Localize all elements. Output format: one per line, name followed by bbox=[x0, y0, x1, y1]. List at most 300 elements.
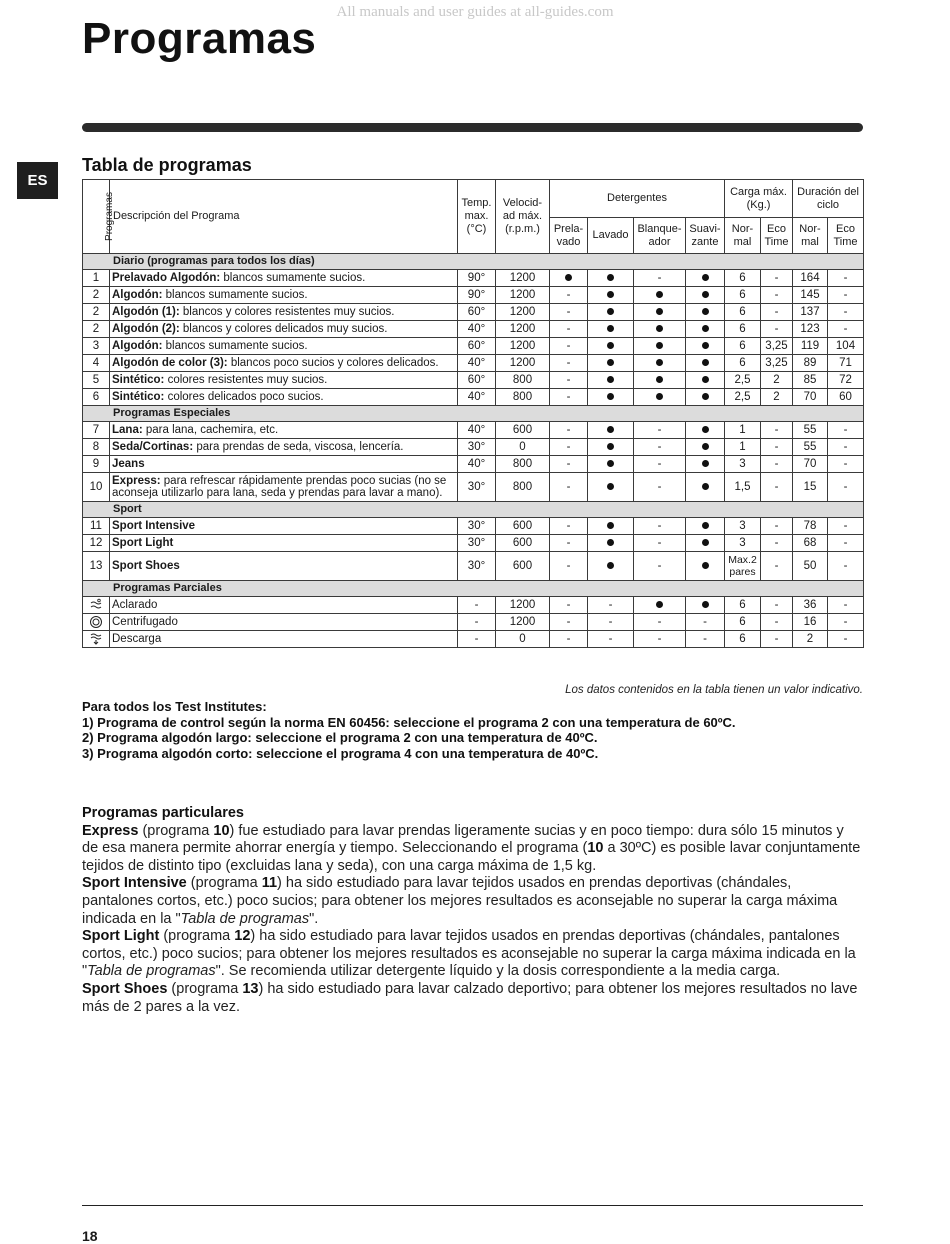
wash-cell bbox=[588, 389, 634, 406]
speed-cell: 1200 bbox=[496, 355, 550, 372]
sport-shoes-paragraph: Sport Shoes (programa 13) ha sido estudiado para lavar calzado deportivo; para obtener los mejores resultados no lave más de 2 pares a la vez. bbox=[82, 980, 858, 1015]
load-normal-cell: 1 bbox=[725, 422, 761, 439]
prewash-cell: - bbox=[550, 355, 588, 372]
program-number: 3 bbox=[83, 338, 110, 355]
program-name: Sport Light bbox=[112, 536, 174, 549]
wash-cell bbox=[588, 456, 634, 473]
program-name: Algodón (2): bbox=[112, 322, 180, 335]
test-institutes-line: 1) Programa de control según la norma EN 60456: seleccione el programa 2 con una temperatura de 60ºC. bbox=[82, 714, 736, 730]
temp-cell: 30° bbox=[458, 473, 496, 502]
page-title: Programas bbox=[82, 14, 317, 63]
table-row bbox=[83, 270, 864, 287]
duration-eco-cell: - bbox=[828, 287, 864, 304]
prewash-cell: - bbox=[550, 422, 588, 439]
spin-icon bbox=[83, 614, 110, 631]
table-row bbox=[83, 614, 864, 631]
temp-cell: 90° bbox=[458, 270, 496, 287]
wash-cell bbox=[588, 439, 634, 456]
program-number: 1 bbox=[83, 270, 110, 287]
load-eco-cell: 3,25 bbox=[761, 355, 793, 372]
program-detail: Aclarado bbox=[112, 598, 158, 611]
temp-cell: 60° bbox=[458, 372, 496, 389]
bullet-icon bbox=[607, 376, 614, 383]
load-normal-col-header: Nor-mal bbox=[725, 218, 761, 254]
program-description bbox=[110, 473, 458, 502]
duration-normal-cell: 123 bbox=[793, 321, 828, 338]
temp-col-header: Temp. max. (°C) bbox=[458, 180, 496, 254]
program-description bbox=[110, 597, 458, 614]
duration-group-header: Duración del ciclo bbox=[793, 180, 864, 218]
bleach-cell: - bbox=[634, 614, 686, 631]
bullet-icon bbox=[607, 443, 614, 450]
load-eco-cell: - bbox=[761, 535, 793, 552]
program-description bbox=[110, 614, 458, 631]
group-row bbox=[83, 406, 864, 422]
bullet-icon bbox=[702, 562, 709, 569]
bleach-cell: - bbox=[634, 422, 686, 439]
load-eco-cell: - bbox=[761, 614, 793, 631]
table-row bbox=[83, 372, 864, 389]
prewash-cell: - bbox=[550, 439, 588, 456]
load-eco-cell: - bbox=[761, 597, 793, 614]
bullet-icon bbox=[607, 325, 614, 332]
duration-normal-cell: 50 bbox=[793, 552, 828, 581]
program-detail: para lana, cachemira, etc. bbox=[142, 423, 279, 436]
programs-col-header: Programas bbox=[83, 180, 110, 254]
prewash-cell: - bbox=[550, 614, 588, 631]
temp-cell: 30° bbox=[458, 518, 496, 535]
group-label: Programas Parciales bbox=[83, 581, 864, 597]
speed-cell: 600 bbox=[496, 552, 550, 581]
table-row bbox=[83, 631, 864, 648]
wash-cell bbox=[588, 535, 634, 552]
bullet-icon bbox=[702, 443, 709, 450]
bullet-icon bbox=[702, 359, 709, 366]
softener-cell bbox=[686, 552, 725, 581]
duration-eco-cell: 60 bbox=[828, 389, 864, 406]
duration-normal-cell: 145 bbox=[793, 287, 828, 304]
wash-cell: - bbox=[588, 597, 634, 614]
prewash-cell: - bbox=[550, 597, 588, 614]
program-description bbox=[110, 321, 458, 338]
program-description bbox=[110, 535, 458, 552]
table-row bbox=[83, 321, 864, 338]
load-eco-cell: 2 bbox=[761, 389, 793, 406]
speed-cell: 600 bbox=[496, 518, 550, 535]
bullet-icon bbox=[702, 274, 709, 281]
program-detail: blancos sumamente sucios. bbox=[220, 271, 366, 284]
load-eco-col-header: Eco Time bbox=[761, 218, 793, 254]
duration-eco-cell: - bbox=[828, 270, 864, 287]
bleach-cell bbox=[634, 321, 686, 338]
load-normal-cell: 6 bbox=[725, 355, 761, 372]
prewash-cell: - bbox=[550, 304, 588, 321]
duration-normal-cell: 89 bbox=[793, 355, 828, 372]
bleach-cell bbox=[634, 304, 686, 321]
program-number: 10 bbox=[83, 473, 110, 502]
table-row bbox=[83, 473, 864, 502]
duration-normal-cell: 78 bbox=[793, 518, 828, 535]
test-institutes-line: 3) Programa algodón corto: seleccione el programa 4 con una temperatura de 40ºC. bbox=[82, 745, 599, 761]
duration-eco-cell: - bbox=[828, 304, 864, 321]
duration-normal-cell: 36 bbox=[793, 597, 828, 614]
speed-cell: 1200 bbox=[496, 304, 550, 321]
bleach-cell bbox=[634, 355, 686, 372]
bullet-icon bbox=[656, 359, 663, 366]
softener-cell bbox=[686, 422, 725, 439]
program-description bbox=[110, 304, 458, 321]
program-number: 6 bbox=[83, 389, 110, 406]
bleach-cell: - bbox=[634, 518, 686, 535]
express-paragraph: Express (programa 10) fue estudiado para lavar prendas ligeramente sucias y en poco tiempo: dura sólo 15 minutos y de esa manera permite ahorrar energía y tiempo. Seleccionando el programa (10 a 30ºC) es posible lavar conjuntamente tejidos de distinto tipo (excluidas lana y seda), con una carga máxima de 1,5 kg. bbox=[82, 822, 861, 874]
bullet-icon bbox=[702, 325, 709, 332]
speed-cell: 1200 bbox=[496, 597, 550, 614]
program-description bbox=[110, 270, 458, 287]
bullet-icon bbox=[607, 393, 614, 400]
wash-col-header: Lavado bbox=[588, 218, 634, 254]
program-name: Jeans bbox=[112, 457, 145, 470]
softener-cell bbox=[686, 372, 725, 389]
duration-eco-cell: - bbox=[828, 422, 864, 439]
page-number: 18 bbox=[82, 1228, 98, 1244]
group-row bbox=[83, 502, 864, 518]
bullet-icon bbox=[607, 274, 614, 281]
program-name: Algodón: bbox=[112, 339, 163, 352]
rinse-icon bbox=[83, 597, 110, 614]
wash-cell bbox=[588, 518, 634, 535]
prewash-cell: - bbox=[550, 535, 588, 552]
test-institutes-line: 2) Programa algodón largo: seleccione el programa 2 con una temperatura de 40ºC. bbox=[82, 730, 598, 745]
prewash-cell: - bbox=[550, 338, 588, 355]
load-eco-cell: - bbox=[761, 456, 793, 473]
bleach-cell: - bbox=[634, 631, 686, 648]
load-normal-cell: 6 bbox=[725, 614, 761, 631]
load-normal-cell: 6 bbox=[725, 597, 761, 614]
duration-eco-cell: - bbox=[828, 473, 864, 502]
load-eco-cell: 3,25 bbox=[761, 338, 793, 355]
speed-cell: 800 bbox=[496, 456, 550, 473]
load-eco-cell: - bbox=[761, 270, 793, 287]
program-name: Algodón de color (3): bbox=[112, 356, 228, 369]
program-name: Algodón (1): bbox=[112, 305, 180, 318]
softener-cell bbox=[686, 321, 725, 338]
bullet-icon bbox=[607, 522, 614, 529]
bullet-icon bbox=[702, 376, 709, 383]
wash-cell bbox=[588, 338, 634, 355]
bullet-icon bbox=[607, 539, 614, 546]
bleach-col-header: Blanque-ador bbox=[634, 218, 686, 254]
program-name: Sport Shoes bbox=[112, 559, 180, 572]
duration-eco-cell: - bbox=[828, 552, 864, 581]
bleach-cell bbox=[634, 338, 686, 355]
bleach-cell: - bbox=[634, 270, 686, 287]
speed-cell: 1200 bbox=[496, 614, 550, 631]
duration-normal-col-header: Nor-mal bbox=[793, 218, 828, 254]
program-detail: blancos y colores resistentes muy sucios. bbox=[179, 305, 395, 318]
program-number: 13 bbox=[83, 552, 110, 581]
duration-normal-cell: 85 bbox=[793, 372, 828, 389]
speed-cell: 1200 bbox=[496, 287, 550, 304]
duration-normal-cell: 164 bbox=[793, 270, 828, 287]
prewash-cell bbox=[550, 270, 588, 287]
temp-cell: 40° bbox=[458, 389, 496, 406]
softener-cell bbox=[686, 535, 725, 552]
load-normal-cell: 6 bbox=[725, 287, 761, 304]
sport-light-paragraph: Sport Light (programa 12) ha sido estudiado para lavar tejidos usados en prendas deportivas (chándales, pantalones cortos, etc.) poco sucios; para obtener los mejores resultados es aconsejable no superar la carga máxima indicada en la "Tabla de programas". Se recomienda utilizar detergente líquido y la dosis correspondiente a la media carga. bbox=[82, 928, 856, 980]
title-divider bbox=[82, 123, 863, 132]
temp-cell: - bbox=[458, 597, 496, 614]
program-detail: colores resistentes muy sucios. bbox=[164, 373, 328, 386]
bullet-icon bbox=[656, 601, 663, 608]
speed-col-header: Velocid-ad máx. (r.p.m.) bbox=[496, 180, 550, 254]
speed-cell: 0 bbox=[496, 439, 550, 456]
softener-cell bbox=[686, 389, 725, 406]
load-normal-cell: 1,5 bbox=[725, 473, 761, 502]
wash-cell bbox=[588, 552, 634, 581]
duration-eco-cell: - bbox=[828, 321, 864, 338]
bleach-cell bbox=[634, 372, 686, 389]
load-eco-cell: - bbox=[761, 287, 793, 304]
program-name: Lana: bbox=[112, 423, 143, 436]
program-detail: Centrifugado bbox=[112, 615, 178, 628]
language-tab: ES bbox=[17, 162, 58, 199]
duration-normal-cell: 68 bbox=[793, 535, 828, 552]
softener-cell bbox=[686, 456, 725, 473]
bleach-cell bbox=[634, 597, 686, 614]
max-load-group-header: Carga máx. (Kg.) bbox=[725, 180, 793, 218]
bullet-icon bbox=[656, 291, 663, 298]
prewash-cell: - bbox=[550, 456, 588, 473]
duration-normal-cell: 70 bbox=[793, 389, 828, 406]
program-detail: blancos sumamente sucios. bbox=[162, 288, 308, 301]
test-institutes-title: Para todos los Test Institutes: bbox=[82, 699, 267, 714]
footer-divider bbox=[82, 1205, 863, 1206]
program-name: Express: bbox=[112, 475, 161, 487]
softener-col-header: Suavi-zante bbox=[686, 218, 725, 254]
wash-cell bbox=[588, 473, 634, 502]
bullet-icon bbox=[656, 376, 663, 383]
load-eco-cell: - bbox=[761, 631, 793, 648]
speed-cell: 1200 bbox=[496, 338, 550, 355]
prewash-cell: - bbox=[550, 473, 588, 502]
table-row bbox=[83, 597, 864, 614]
group-label: Diario (programas para todos los días) bbox=[83, 254, 864, 270]
program-detail: blancos sumamente sucios. bbox=[162, 339, 308, 352]
temp-cell: 30° bbox=[458, 535, 496, 552]
temp-cell: 30° bbox=[458, 552, 496, 581]
program-description bbox=[110, 631, 458, 648]
duration-normal-cell: 55 bbox=[793, 422, 828, 439]
group-label: Programas Especiales bbox=[83, 406, 864, 422]
speed-cell: 800 bbox=[496, 372, 550, 389]
program-description bbox=[110, 439, 458, 456]
softener-cell bbox=[686, 270, 725, 287]
program-number: 8 bbox=[83, 439, 110, 456]
program-description bbox=[110, 389, 458, 406]
duration-eco-cell: - bbox=[828, 456, 864, 473]
program-name: Sintético: bbox=[112, 373, 165, 386]
bullet-icon bbox=[607, 426, 614, 433]
bleach-cell: - bbox=[634, 456, 686, 473]
program-description bbox=[110, 552, 458, 581]
temp-cell: - bbox=[458, 631, 496, 648]
softener-cell bbox=[686, 287, 725, 304]
table-row bbox=[83, 389, 864, 406]
duration-eco-cell: - bbox=[828, 597, 864, 614]
table-row bbox=[83, 439, 864, 456]
program-number: 12 bbox=[83, 535, 110, 552]
prewash-cell: - bbox=[550, 372, 588, 389]
softener-cell: - bbox=[686, 631, 725, 648]
wash-cell: - bbox=[588, 631, 634, 648]
bullet-icon bbox=[702, 460, 709, 467]
bullet-icon bbox=[702, 291, 709, 298]
program-detail: Descarga bbox=[112, 632, 162, 645]
load-normal-cell: 1 bbox=[725, 439, 761, 456]
program-number: 5 bbox=[83, 372, 110, 389]
load-eco-cell: - bbox=[761, 518, 793, 535]
wash-cell bbox=[588, 287, 634, 304]
temp-cell: 90° bbox=[458, 287, 496, 304]
duration-eco-col-header: Eco Time bbox=[828, 218, 864, 254]
duration-normal-cell: 119 bbox=[793, 338, 828, 355]
program-number: 2 bbox=[83, 321, 110, 338]
bullet-icon bbox=[656, 393, 663, 400]
load-normal-cell: Max.2 pares bbox=[725, 552, 761, 581]
program-number: 4 bbox=[83, 355, 110, 372]
load-eco-cell: - bbox=[761, 552, 793, 581]
duration-normal-cell: 137 bbox=[793, 304, 828, 321]
bullet-icon bbox=[607, 483, 614, 490]
bullet-icon bbox=[607, 460, 614, 467]
program-name: Sintético: bbox=[112, 390, 165, 403]
load-normal-cell: 2,5 bbox=[725, 372, 761, 389]
bleach-cell: - bbox=[634, 552, 686, 581]
duration-eco-cell: - bbox=[828, 614, 864, 631]
special-programs-title: Programas particulares bbox=[82, 805, 244, 821]
temp-cell: 30° bbox=[458, 439, 496, 456]
load-eco-cell: - bbox=[761, 304, 793, 321]
temp-cell: 40° bbox=[458, 355, 496, 372]
temp-cell: 40° bbox=[458, 422, 496, 439]
bleach-cell: - bbox=[634, 535, 686, 552]
program-description bbox=[110, 355, 458, 372]
program-number: 9 bbox=[83, 456, 110, 473]
duration-normal-cell: 15 bbox=[793, 473, 828, 502]
softener-cell bbox=[686, 439, 725, 456]
program-number: 2 bbox=[83, 304, 110, 321]
bullet-icon bbox=[702, 308, 709, 315]
load-normal-cell: 6 bbox=[725, 304, 761, 321]
table-row bbox=[83, 456, 864, 473]
temp-cell: 60° bbox=[458, 338, 496, 355]
speed-cell: 800 bbox=[496, 389, 550, 406]
speed-cell: 1200 bbox=[496, 321, 550, 338]
bullet-icon bbox=[656, 342, 663, 349]
load-normal-cell: 3 bbox=[725, 456, 761, 473]
bleach-cell bbox=[634, 389, 686, 406]
bullet-icon bbox=[607, 342, 614, 349]
load-normal-cell: 6 bbox=[725, 270, 761, 287]
duration-eco-cell: - bbox=[828, 535, 864, 552]
table-row bbox=[83, 338, 864, 355]
program-description bbox=[110, 518, 458, 535]
load-eco-cell: - bbox=[761, 439, 793, 456]
wash-cell bbox=[588, 355, 634, 372]
special-programs-block bbox=[82, 805, 863, 1016]
speed-cell: 800 bbox=[496, 473, 550, 502]
bullet-icon bbox=[607, 359, 614, 366]
softener-cell bbox=[686, 518, 725, 535]
prewash-cell: - bbox=[550, 518, 588, 535]
duration-normal-cell: 16 bbox=[793, 614, 828, 631]
program-number: 7 bbox=[83, 422, 110, 439]
bleach-cell: - bbox=[634, 473, 686, 502]
prewash-cell: - bbox=[550, 631, 588, 648]
program-description bbox=[110, 287, 458, 304]
wash-cell bbox=[588, 372, 634, 389]
temp-cell: 60° bbox=[458, 304, 496, 321]
table-row bbox=[83, 535, 864, 552]
load-normal-cell: 3 bbox=[725, 535, 761, 552]
programs-table bbox=[82, 179, 864, 648]
bullet-icon bbox=[702, 426, 709, 433]
watermark: All manuals and user guides at all-guides.com bbox=[336, 4, 614, 20]
bullet-icon bbox=[702, 522, 709, 529]
softener-cell bbox=[686, 304, 725, 321]
program-detail: blancos y colores delicados muy sucios. bbox=[179, 322, 388, 335]
prewash-cell: - bbox=[550, 389, 588, 406]
softener-cell bbox=[686, 597, 725, 614]
table-row bbox=[83, 518, 864, 535]
bullet-icon bbox=[702, 539, 709, 546]
bullet-icon bbox=[702, 393, 709, 400]
bullet-icon bbox=[565, 274, 572, 281]
load-normal-cell: 6 bbox=[725, 338, 761, 355]
wash-cell bbox=[588, 270, 634, 287]
indicative-note: Los datos contenidos en la tabla tienen un valor indicativo. bbox=[565, 684, 863, 696]
duration-eco-cell: 71 bbox=[828, 355, 864, 372]
detergents-group-header: Detergentes bbox=[550, 180, 725, 218]
duration-eco-cell: - bbox=[828, 631, 864, 648]
duration-normal-cell: 55 bbox=[793, 439, 828, 456]
wash-cell bbox=[588, 304, 634, 321]
duration-normal-cell: 70 bbox=[793, 456, 828, 473]
bullet-icon bbox=[702, 601, 709, 608]
group-row bbox=[83, 581, 864, 597]
bullet-icon bbox=[607, 308, 614, 315]
speed-cell: 0 bbox=[496, 631, 550, 648]
softener-cell bbox=[686, 355, 725, 372]
table-row bbox=[83, 304, 864, 321]
prewash-cell: - bbox=[550, 321, 588, 338]
load-normal-cell: 3 bbox=[725, 518, 761, 535]
duration-normal-cell: 2 bbox=[793, 631, 828, 648]
temp-cell: 40° bbox=[458, 321, 496, 338]
table-row bbox=[83, 552, 864, 581]
description-col-header: Descripción del Programa bbox=[110, 180, 458, 254]
bullet-icon bbox=[702, 342, 709, 349]
load-eco-cell: - bbox=[761, 321, 793, 338]
group-label: Sport bbox=[83, 502, 864, 518]
program-number: 11 bbox=[83, 518, 110, 535]
duration-eco-cell: 72 bbox=[828, 372, 864, 389]
wash-cell bbox=[588, 321, 634, 338]
bleach-cell bbox=[634, 287, 686, 304]
duration-eco-cell: - bbox=[828, 518, 864, 535]
temp-cell: 40° bbox=[458, 456, 496, 473]
program-description bbox=[110, 422, 458, 439]
